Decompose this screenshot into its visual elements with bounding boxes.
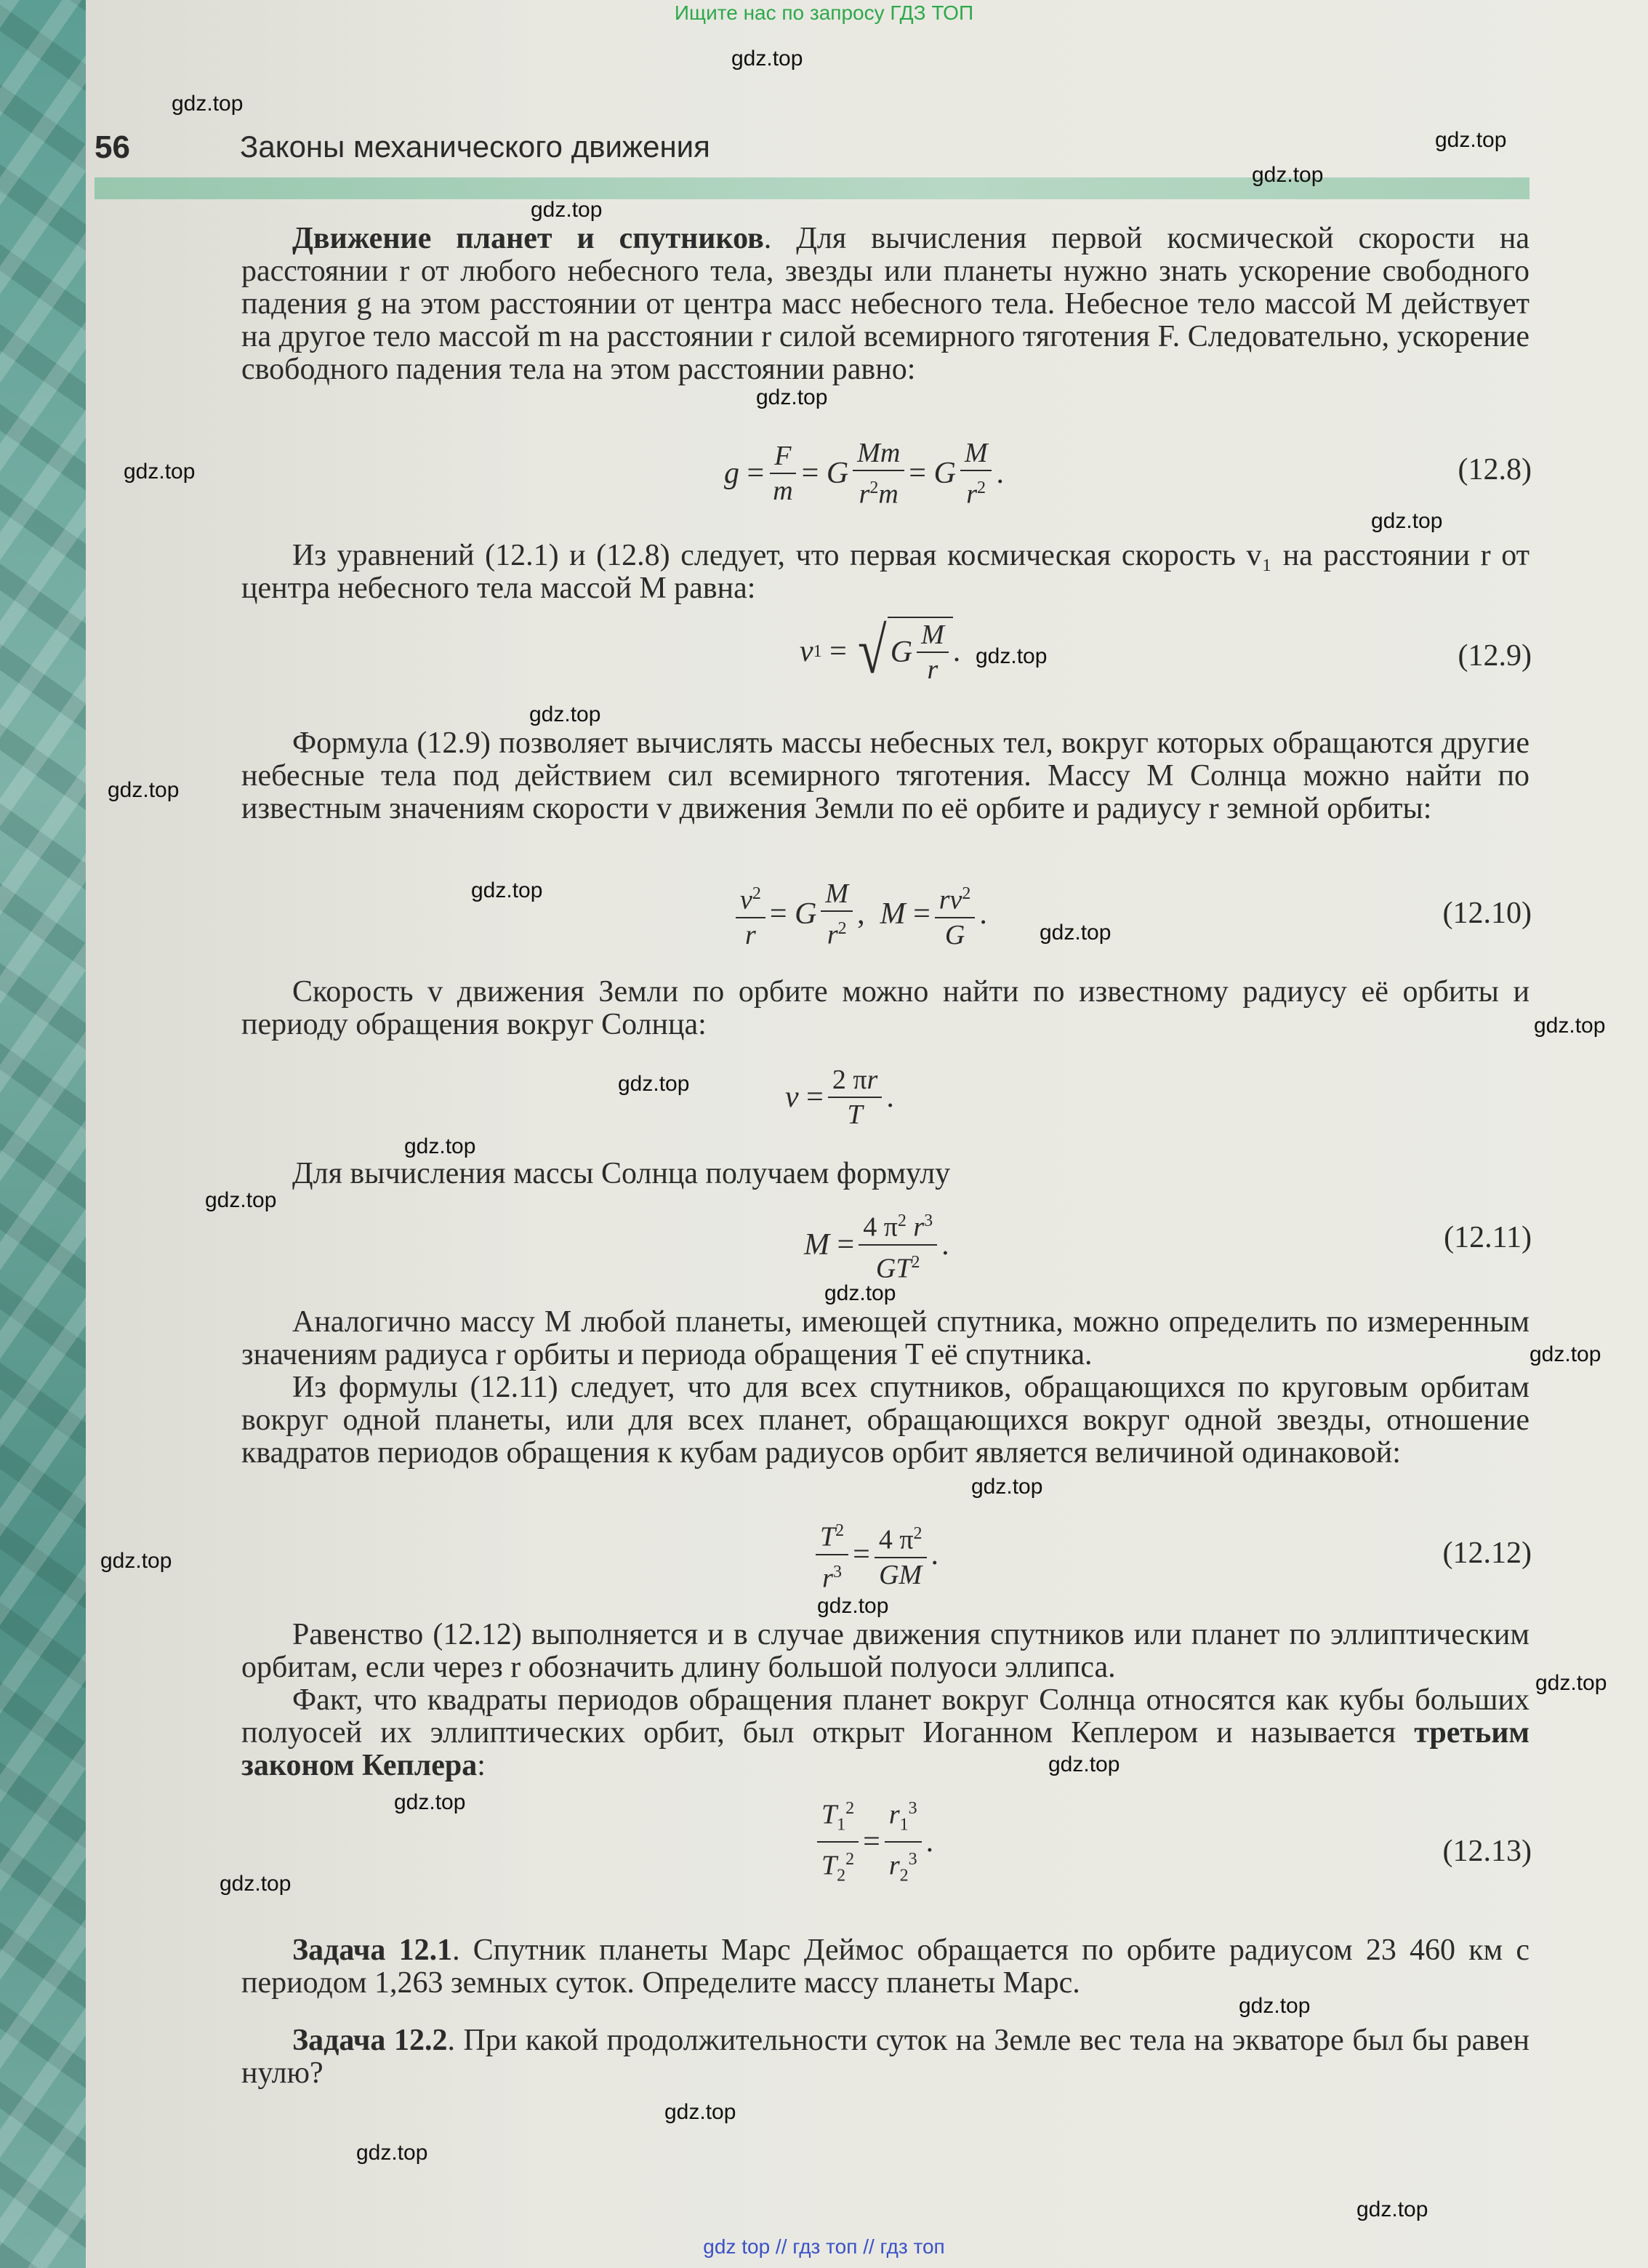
watermark: gdz.top: [1530, 1342, 1601, 1366]
watermark: gdz.top: [356, 2141, 428, 2165]
watermark: gdz.top: [1435, 128, 1507, 152]
paragraph-planet-mass: Аналогично массу M любой планеты, имеющей спутника, можно определить по измеренным значениям радиуса r орбиты и периода обращения T её спутника.: [241, 1305, 1530, 1371]
paragraph-text: Факт, что квадраты периодов обращения планет вокруг Солнца относятся как кубы больших полуосей их эллиптических орбит, был открыт Иоганном Кеплером и называется: [241, 1683, 1530, 1750]
formula-orbital-speed: v = $\frac{2 \pi r}{T}$ .: [785, 1065, 894, 1130]
watermark: gdz.top: [100, 1549, 172, 1573]
watermark: gdz.top: [220, 1872, 292, 1896]
equation-number: (12.12): [1442, 1536, 1532, 1570]
formula-12-11: M = $\frac{4 \pi^2 r^3}{GT^2}$ . (12.11): [0, 1204, 1648, 1277]
watermark: gdz.top: [731, 47, 803, 71]
page-number: 56: [95, 129, 130, 165]
watermark: gdz.top: [1048, 1752, 1120, 1776]
paragraph-period-ratio: Из формулы (12.11) следует, что для всех спутников, обращающихся по круговым орбитам вокруг одной планеты, или для всех планет, обращающихся вокруг одной звезды, отношение квадратов периодов обращения к кубам радиусов орбит является величиной одинаковой:: [241, 1371, 1530, 1470]
paragraph-earth-speed: Скорость v движения Земли по орбите можно найти по известному радиусу её орбиты и периоду обращения вокруг Солнца:: [241, 975, 1530, 1041]
watermark: gdz.top: [618, 1072, 690, 1096]
task-12-2: [241, 2024, 1530, 2090]
watermark: gdz.top: [1239, 1994, 1311, 2018]
formula-12-8: g = $\frac{F}{m}$ = G $\frac{Mm}{r^2m}$ = G $\frac{M}{r^2}$ . (12.8): [724, 438, 1532, 510]
paragraph-first-cosmic-velocity: Из уравнений (12.1) и (12.8) следует, что первая космическая скорость v₁ на расстоянии r от центра небесного тела массой M равна:: [241, 539, 1530, 605]
watermark: gdz.top: [1535, 1671, 1607, 1695]
watermark: gdz.top: [529, 702, 601, 726]
watermark: gdz.top: [1356, 2197, 1428, 2221]
task-label: Задача 12.1: [292, 1934, 453, 1967]
watermark: gdz.top: [205, 1188, 277, 1212]
watermark: gdz.top: [172, 92, 244, 116]
equation-number: (12.9): [1458, 639, 1532, 673]
watermark: gdz.top: [664, 2100, 736, 2124]
watermark: gdz.top: [531, 198, 603, 222]
chapter-title: Законы механического движения: [240, 129, 710, 164]
watermark: gdz.top: [394, 1790, 466, 1814]
punctuation: :: [477, 1749, 486, 1782]
watermark: gdz.top: [976, 644, 1048, 668]
watermark: gdz.top: [1252, 163, 1324, 187]
watermark: gdz.top: [124, 460, 196, 484]
bottom-banner[interactable]: gdz top // гдз топ // гдз топ: [703, 2235, 945, 2258]
task-label: Задача 12.2: [292, 2024, 448, 2057]
paragraph-sun-mass: Формула (12.9) позволяет вычислять массы небесных тел, вокруг которых обращаются другие небесные тела под действием сил всемирного тяготения. Массу M Солнца можно найти по известным значениям скорости v движения Земли по её орбите и радиусу r земной орбиты:: [241, 726, 1530, 825]
paragraph-elliptical-orbits: Равенство (12.12) выполняется и в случае движения спутников или планет по эллиптическим орбитам, если через r обозначить длину большой полуоси эллипса.: [241, 1618, 1530, 1684]
watermark: gdz.top: [1371, 509, 1443, 533]
paragraph-kepler-law: [241, 1684, 1530, 1782]
watermark: gdz.top: [404, 1134, 476, 1158]
watermark: gdz.top: [971, 1475, 1043, 1499]
watermark: gdz.top: [108, 778, 180, 802]
watermark: gdz.top: [756, 385, 828, 409]
formula-12-10: $\frac{v^2}{r}$ = G $\frac{M}{r^2}$ , M = $\frac{rv^2}{G}$ . (12.10): [0, 877, 1648, 950]
watermark: gdz.top: [824, 1281, 896, 1305]
paragraph-sun-mass-formula: Для вычисления массы Солнца получаем формулу: [292, 1157, 951, 1190]
paragraph-planets-satellites: [241, 223, 1530, 386]
watermark: gdz.top: [471, 878, 543, 902]
equation-number: (12.10): [1442, 897, 1532, 930]
kepler-law-term: третьим законом Кеплера: [241, 1716, 1530, 1782]
section-heading: Движение планет и спутников: [292, 222, 764, 255]
task-text: . При какой продолжительности суток на Земле вес тела на экваторе был бы равен нулю?: [241, 2024, 1530, 2090]
top-banner[interactable]: Ищите нас по запросу ГДЗ ТОП: [674, 1, 974, 24]
formula-12-13: $\frac{T_1^2}{T_2^2}$ = $\frac{r_1^3}{r_2^3}$ . (12.13): [0, 1792, 1648, 1864]
watermark: gdz.top: [1534, 1014, 1606, 1038]
equation-number: (12.13): [1442, 1835, 1532, 1868]
equation-number: (12.11): [1444, 1221, 1532, 1254]
formula-12-9: v 1 = √ G $\frac{M}{r}$ . (12.9): [800, 615, 1532, 687]
watermark: gdz.top: [817, 1594, 889, 1618]
watermark: gdz.top: [1040, 921, 1112, 945]
equation-number: (12.8): [1458, 453, 1532, 486]
task-text: . Спутник планеты Марс Деймос обращается по орбите радиусом 23 460 км с периодом 1,263 земных суток. Определите массу планеты Марс.: [241, 1934, 1530, 2000]
task-12-1: [241, 1934, 1530, 2000]
formula-12-12: $\frac{T^2}{r^3}$ = $\frac{4 \pi^2}{GM}$ . (12.12): [0, 1514, 1648, 1587]
paragraph-text: . Для вычисления первой космической скорости на расстоянии r от любого небесного тела, звезды или планеты нужно знать ускорение свободного падения g на этом расстоянии от центра масс небесного тела. Небесное тело массой M действует на другое тело массой m на расстоянии r силой всемирного тяготения F. Следовательно, ускорение свободного падения тела на этом расстоянии равно:: [241, 222, 1530, 386]
